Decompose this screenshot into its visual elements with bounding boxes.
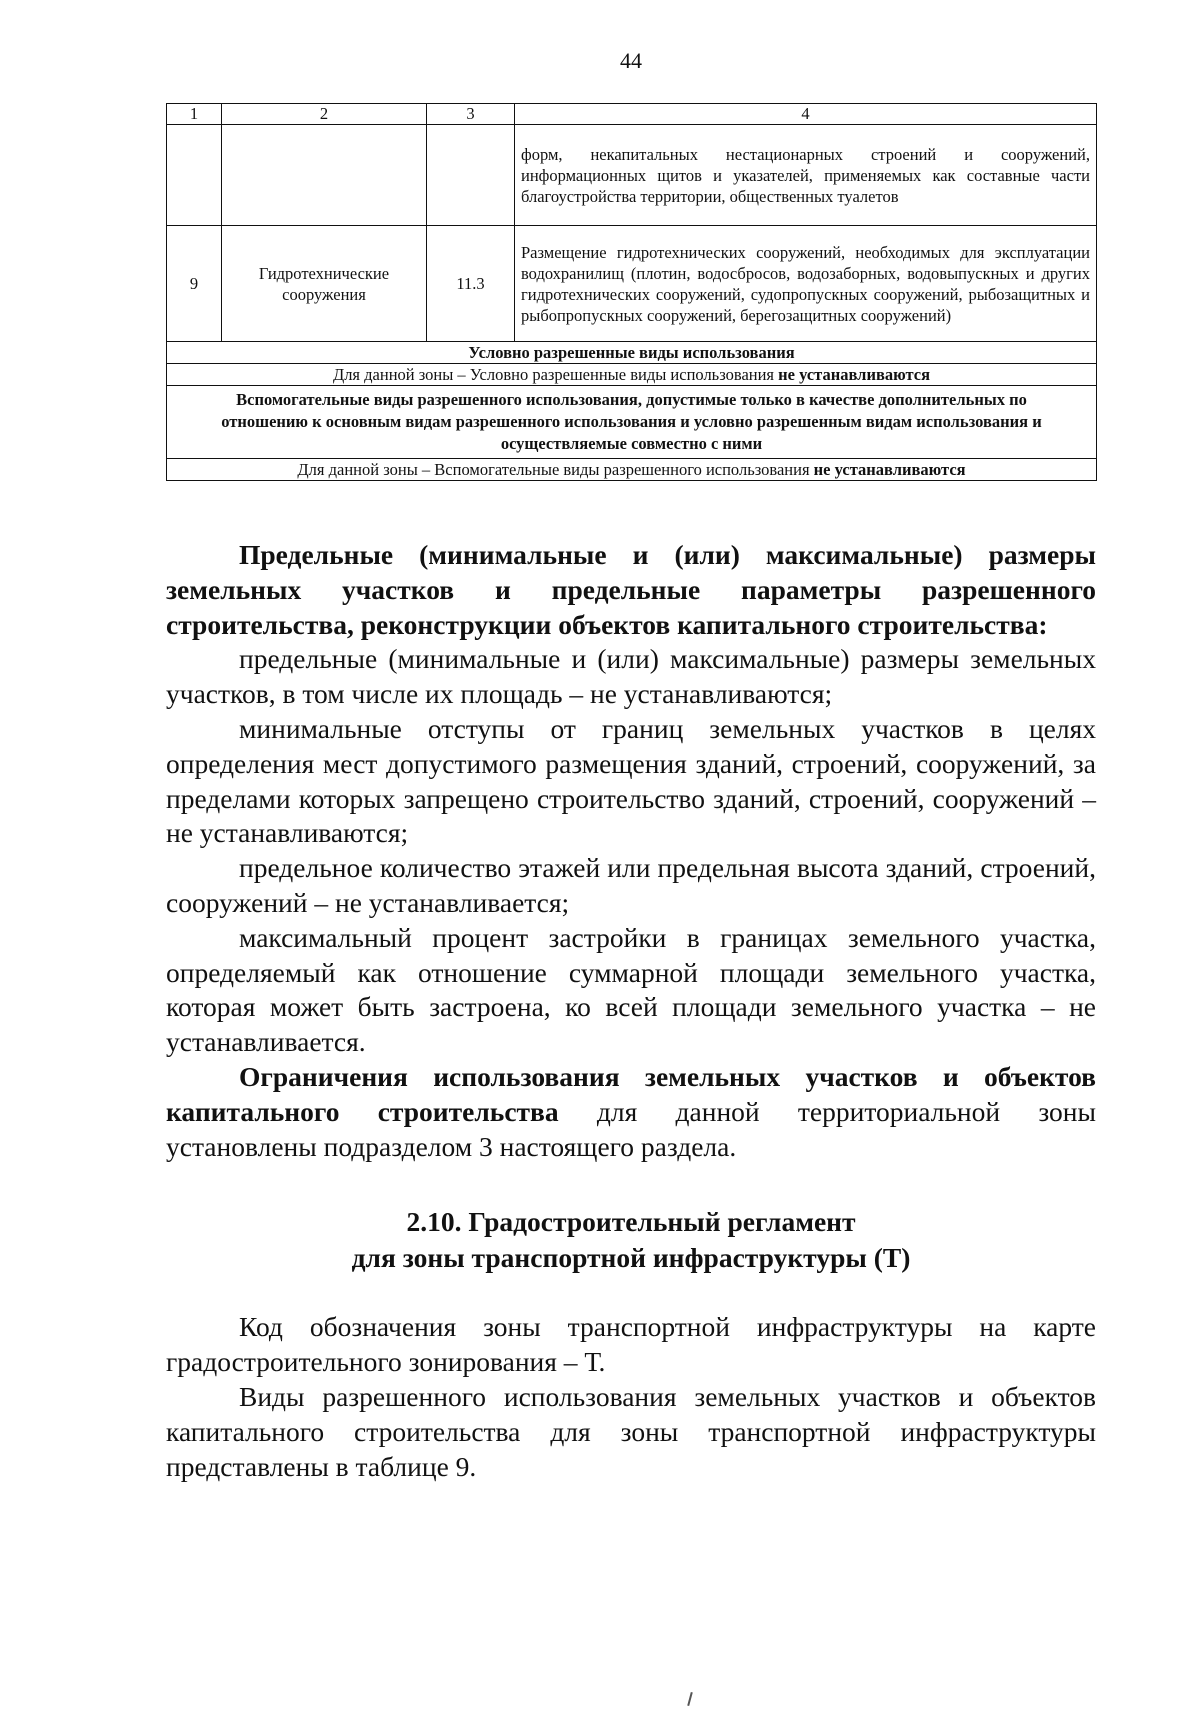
table-row-continuation: [167, 125, 1097, 226]
section-title: [166, 1204, 1096, 1276]
paragraph-coverage: максимальный процент застройки в границах земельного участка, определяемый как отношение суммарной площади земельного участка, которая может быть застроена, ко всей площади земельного участка – не устанавливается.: [166, 921, 1096, 1058]
conditional-note-status: не устанавливаются: [778, 365, 931, 384]
paragraph-plot-sizes: предельные (минимальные и (или) максимальные) размеры земельных участков, в том числе их площадь – не устанавливаются;: [166, 643, 1096, 710]
table-header-row: [167, 104, 1097, 125]
use-name: Гидротехнические сооружения: [222, 226, 427, 342]
table-row-9: [167, 226, 1097, 342]
document-body: [166, 538, 1096, 1484]
scan-mark: [687, 1692, 693, 1706]
auxiliary-header-row: [167, 386, 1097, 459]
spacer: [166, 1276, 1096, 1310]
conditional-header-row: [167, 342, 1097, 364]
conditional-note-text: Для данной зоны – Условно разрешенные виды использования: [332, 365, 779, 384]
limits-heading: Предельные (минимальные и (или) максимальные) размеры земельных участков и предельные параметры разрешенного строительства, реконструкции объектов капитального строительства:: [166, 539, 1096, 640]
conditional-uses-note: [167, 364, 1097, 386]
conditional-uses-header: Условно разрешенные виды использования: [167, 342, 1097, 364]
header-col-2: 2: [222, 104, 427, 125]
row-number: 9: [167, 226, 222, 342]
auxiliary-uses-note: [167, 459, 1097, 481]
paragraph-floors: предельное количество этажей или предельная высота зданий, строений, сооружений – не устанавливается;: [166, 852, 1096, 918]
paragraph-zone-code: Код обозначения зоны транспортной инфраструктуры на карте градостроительного зонирования – Т.: [166, 1311, 1096, 1378]
page-number: 44: [620, 48, 642, 73]
conditional-note-row: [167, 364, 1097, 386]
auxiliary-note-row: [167, 459, 1097, 481]
auxiliary-uses-header: Вспомогательные виды разрешенного использования, допустимые только в качестве дополнительных по отношению к основным видам разрешенного использования и условно разрешенным видам использования и осуществляемые совместно с ними: [167, 386, 1097, 459]
cell-empty: [222, 125, 427, 226]
restrictions-rest: для данной территориальной зоны установлены подразделом 3 настоящего раздела.: [166, 1095, 1096, 1162]
paragraph-setbacks: минимальные отступы от границ земельных участков в целях определения мест допустимого размещения зданий, строений, сооружений, за пределами которых запрещено строительство зданий, строений, сооружений – не устанавливаются;: [166, 712, 1096, 849]
section-title-line-1: 2.10. Градостроительный регламент: [406, 1206, 856, 1238]
use-description: Размещение гидротехнических сооружений, необходимых для эксплуатации водохранилищ (плотин, водосбросов, водозаборных, водовыпускных и других гидротехнических сооружений, судопропускных сооружений, рыбозащитных и рыбопропускных сооружений, берегозащитных сооружений): [515, 226, 1097, 342]
use-code: 11.3: [427, 226, 515, 342]
paragraph-table-reference: Виды разрешенного использования земельных участков и объектов капитального строительства для зоны транспортной инфраструктуры представлены в таблице 9.: [166, 1380, 1096, 1482]
cell-empty: [167, 125, 222, 226]
cell-empty: [427, 125, 515, 226]
auxiliary-note-text: Для данной зоны – Вспомогательные виды разрешенного использования: [297, 460, 814, 479]
header-col-1: 1: [167, 104, 222, 125]
permitted-use-table: [166, 103, 1097, 481]
auxiliary-note-status: не устанавливаются: [813, 460, 966, 479]
section-title-line-2: для зоны транспортной инфраструктуры (Т): [351, 1242, 911, 1274]
restrictions-bold: Ограничения использования земельных участков и объектов капитального строительства: [166, 1060, 1096, 1127]
header-col-4: 4: [515, 104, 1097, 125]
header-col-3: 3: [427, 104, 515, 125]
paragraph-restrictions: [166, 1060, 1096, 1164]
continuation-description: форм, некапитальных нестационарных строений и сооружений, информационных щитов и указателей, применяемых как составные части благоустройства территории, общественных туалетов: [515, 125, 1097, 226]
